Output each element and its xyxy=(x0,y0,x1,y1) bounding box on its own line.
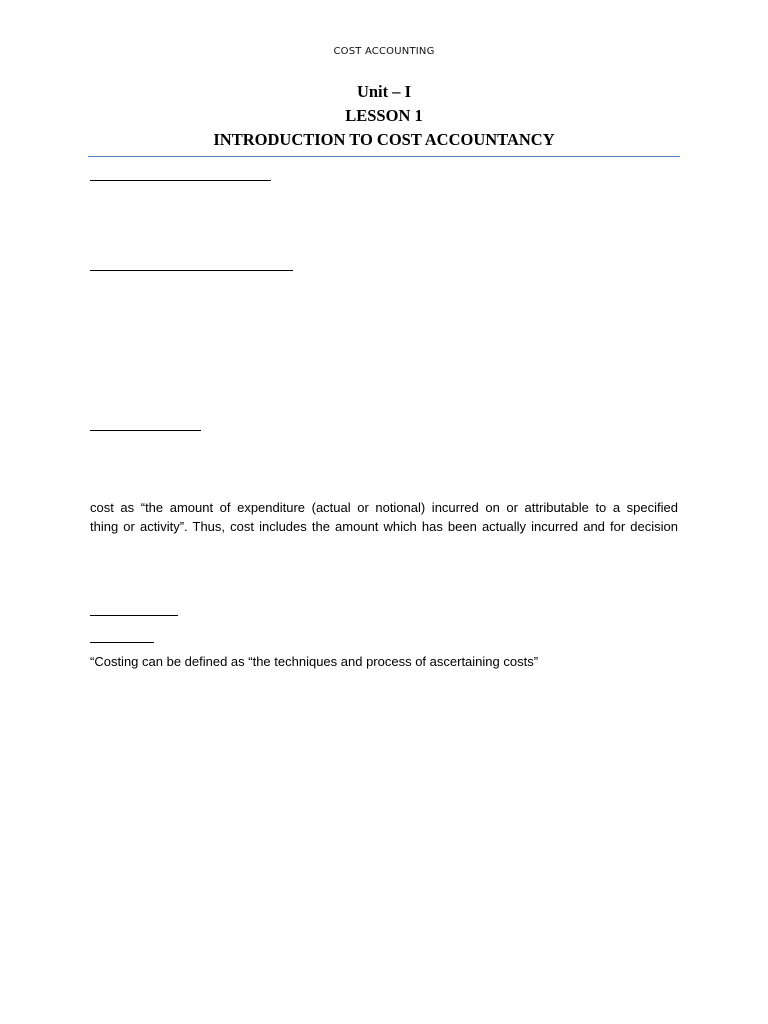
section-heading-underline-1 xyxy=(90,180,271,181)
unit-title: Unit – I xyxy=(356,82,412,101)
cost-definition-line-2: thing or activity”. Thus, cost includes the amount which has been actually incurred and for decision xyxy=(90,519,678,534)
costing-definition-line: “Costing can be defined as “the techniques and process of ascertaining costs” xyxy=(90,654,539,669)
title-divider xyxy=(88,156,680,157)
section-heading-underline-4 xyxy=(90,615,178,616)
running-header: COST ACCOUNTING xyxy=(333,46,435,57)
cost-definition-line-1: cost as “the amount of expenditure (actual or notional) incurred on or attributable to a specified xyxy=(90,500,678,515)
title-block xyxy=(0,80,768,152)
costing-definition-paragraph xyxy=(90,652,678,671)
section-heading-underline-2 xyxy=(90,270,293,271)
section-heading-underline-5 xyxy=(90,642,154,643)
cost-definition-paragraph xyxy=(90,498,678,536)
page-title: INTRODUCTION TO COST ACCOUNTANCY xyxy=(213,130,555,149)
lesson-title: LESSON 1 xyxy=(345,106,423,125)
section-heading-underline-3 xyxy=(90,430,201,431)
